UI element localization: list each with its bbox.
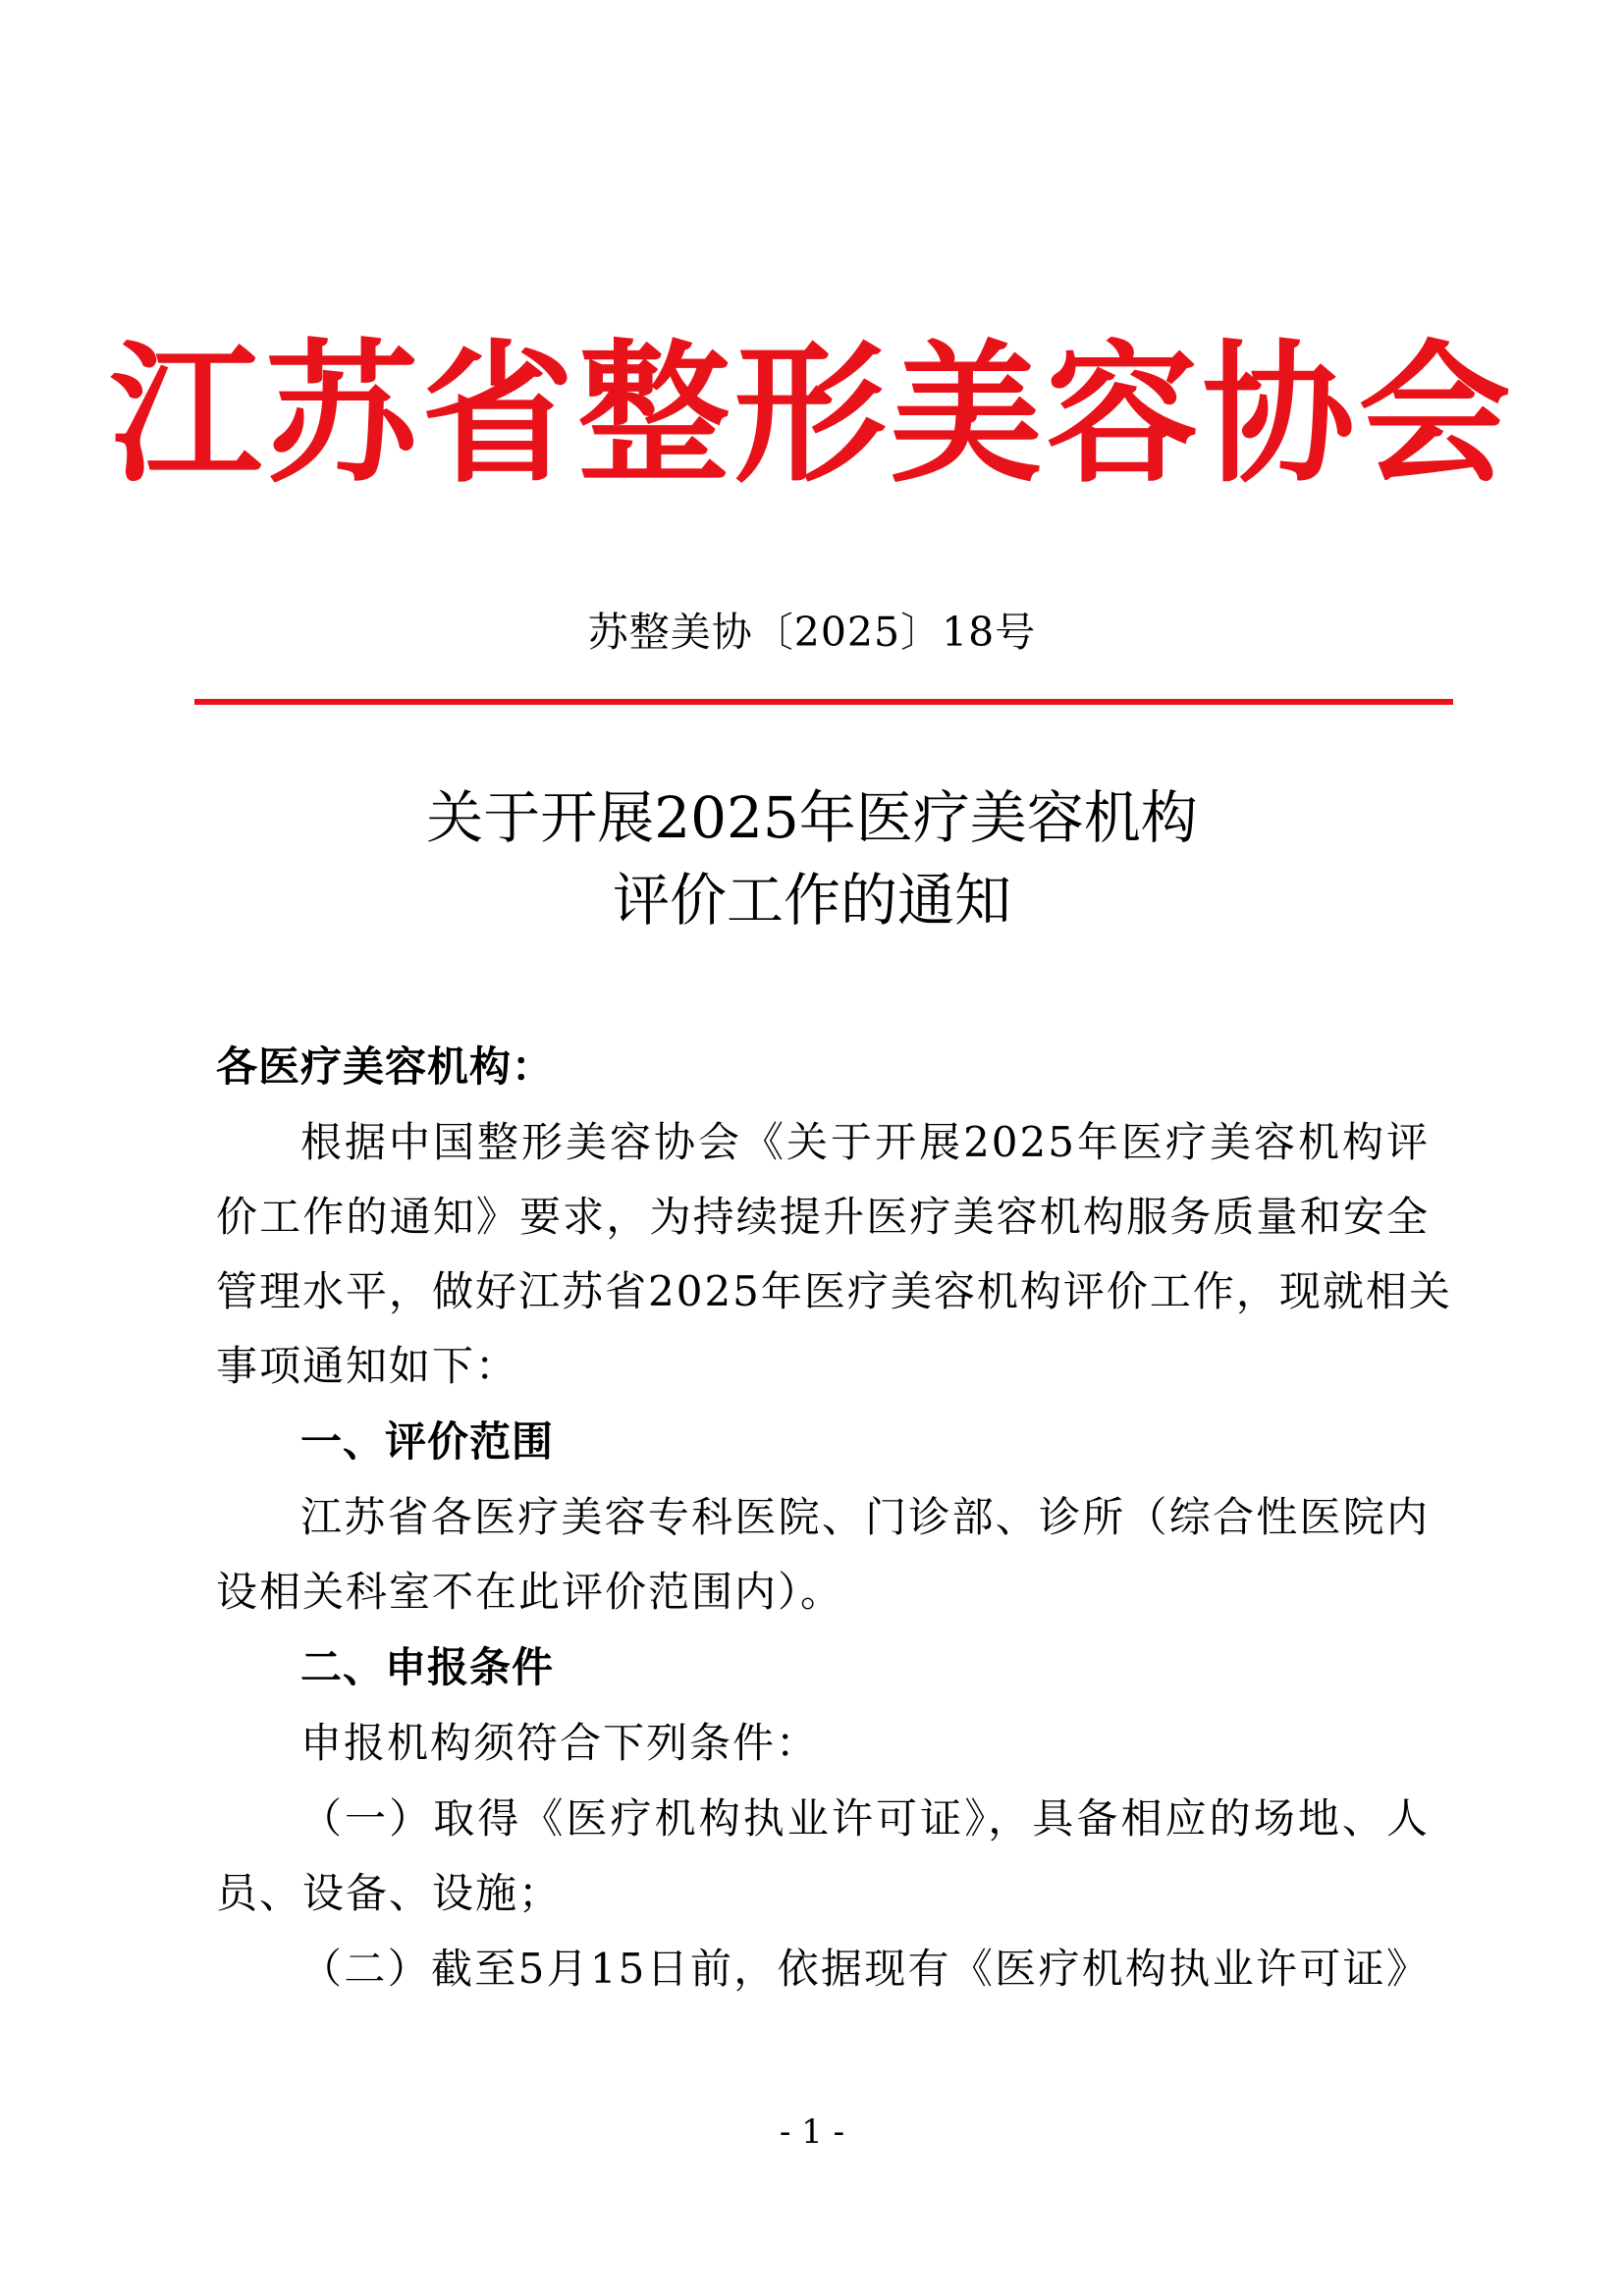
- section-1-heading: 一、评价范围: [300, 1417, 555, 1466]
- section-2-line-2: （一）取得《医疗机构执业许可证》，具备相应的场地、人: [300, 1794, 1430, 1842]
- intro-line-3: 管理水平，做好江苏省2025年医疗美容机构评价工作，现就相关: [216, 1267, 1452, 1315]
- intro-line-4: 事项通知如下：: [216, 1342, 519, 1390]
- section-2-heading: 二、申报条件: [300, 1643, 555, 1691]
- notice-title-line-1: 关于开展2025年医疗美容机构: [426, 784, 1198, 851]
- section-2-line-4: （二）截至5月15日前，依据现有《医疗机构执业许可证》: [300, 1945, 1430, 1993]
- document-number: 苏整美协〔2025〕18号: [587, 609, 1037, 656]
- red-divider-line: [194, 699, 1453, 705]
- intro-line-2: 价工作的通知》要求，为持续提升医疗美容机构服务质量和安全: [216, 1193, 1430, 1241]
- section-2-line-1: 申报机构须符合下列条件：: [300, 1719, 820, 1767]
- page-number: - 1 -: [779, 2112, 845, 2152]
- section-1-line-2: 设相关科室不在此评价范围内）。: [216, 1568, 844, 1616]
- section-2-line-3: 员、设备、设施；: [216, 1869, 563, 1917]
- salutation: 各医疗美容机构：: [216, 1042, 555, 1091]
- intro-line-1: 根据中国整形美容协会《关于开展2025年医疗美容机构评: [300, 1118, 1430, 1166]
- notice-title-line-2: 评价工作的通知: [612, 867, 1011, 934]
- section-1-line-1: 江苏省各医疗美容专科医院、门诊部、诊所（综合性医院内: [300, 1493, 1430, 1541]
- org-header-title: 江苏省整形美容协会: [109, 326, 1515, 504]
